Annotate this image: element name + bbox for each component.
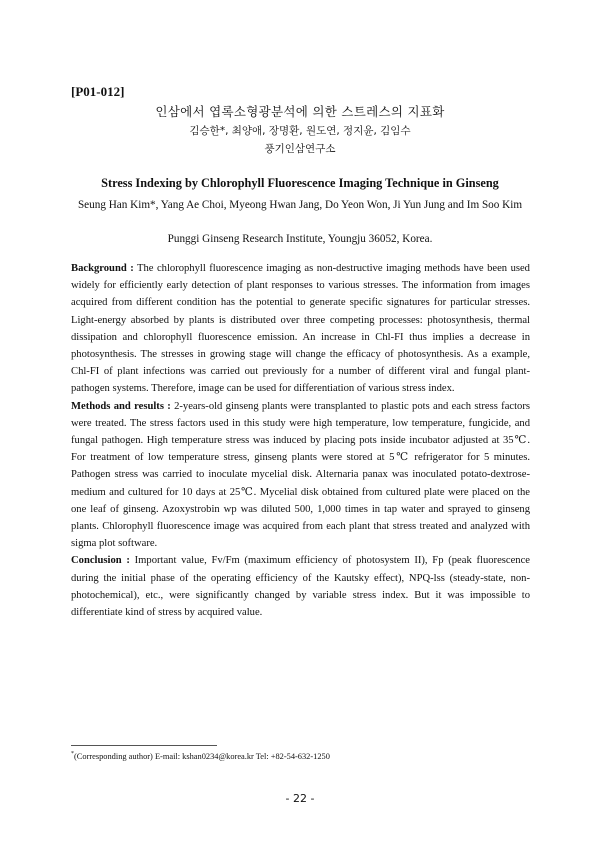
conclusion-heading: Conclusion : (71, 555, 130, 567)
methods-text: 2-years-old ginseng plants were transplanted to plastic pots and each stress factors were treated. The stress factors used in this study were high temperature, low temperature, fungicide, and fungal pathogen. High temperature stress was induced by placing pots inside incubator adjusted at 35℃. For treatment of low temperature stress, ginseng plants were stored at 5℃ refrigerator for 5 minutes. Pathogen stress was carried to inoculate mycelial disk. Alternaria panax was inoculated potato-dextrose-medium and cultured for 10 days at 25℃. Mycelial disk obtained from cultured plate were placed on the one leaf of ginseng. Azoxystrobin wp was diluted 500, 1,000 times in tap water and sprayed to ginseng plants. Chlorophyll fluorescence image was acquired from each plant that stress treated and analyzed with sigma plot software. (71, 400, 530, 550)
conclusion-section (71, 552, 530, 621)
background-text: The chlorophyll fluorescence imaging as non-destructive imaging methods have been used widely for efficiently early detection of plant responses to various stresses. The information from images acquired from different condition has the potential to generate specific signatures for particular stresses. Light-energy absorbed by plants is distributed over three competing processes: photosynthesis, thermal dissipation and chlorophyll fluorescence emission. An increase in Chl-FI thus implies a decrease in photosynthesis. The stresses in growing stage will change the efficacy of photosynthesis. As a example, Chl-FI of plant infections was carried out previously for a number of different viral and fungal plant‐pathogen systems. Therefore, image can be used for differentiation of various stress index. (71, 263, 530, 395)
korean-affiliation: 풍기인삼연구소 (264, 143, 336, 155)
korean-title: 인삼에서 엽록소형광분석에 의한 스트레스의 지표화 (155, 104, 445, 119)
footnote-text: (Corresponding author) E-mail: kshan0234@korea.kr Tel: +82-54-632-1250 (74, 751, 330, 761)
methods-section (71, 398, 530, 553)
english-authors: Seung Han Kim*, Yang Ae Choi, Myeong Hwan Jang, Do Yeon Won, Ji Yun Jung and Im Soo Kim (77, 199, 523, 211)
page-number: - 22 - (285, 792, 315, 805)
footnote-divider (71, 745, 217, 746)
conclusion-text: Important value, Fv/Fm (maximum efficiency of photosystem II), Fp (peak fluorescence during the initial phase of the operating efficiency of the Kautsky effect), NPQ-lss (steady-state, non-photochemical), etc., were significantly changed by variable stress index. But it was impossible to differentiate kind of stress by acquired value. (71, 555, 530, 619)
english-affiliation: Punggi Ginseng Research Institute, Youngju 36052, Korea. (167, 233, 433, 245)
footnote (71, 751, 330, 761)
background-heading: Background : (71, 263, 134, 274)
footnote-marker: * (71, 751, 74, 757)
abstract-body (71, 260, 530, 621)
background-section (71, 260, 530, 398)
methods-heading: Methods and results : (71, 400, 171, 412)
abstract-code: [P01-012] (71, 84, 125, 99)
korean-authors: 김승한*, 최양애, 장명환, 원도연, 정지윤, 김임수 (189, 125, 411, 137)
english-title: Stress Indexing by Chlorophyll Fluorescence Imaging Technique in Ginseng (101, 176, 499, 190)
